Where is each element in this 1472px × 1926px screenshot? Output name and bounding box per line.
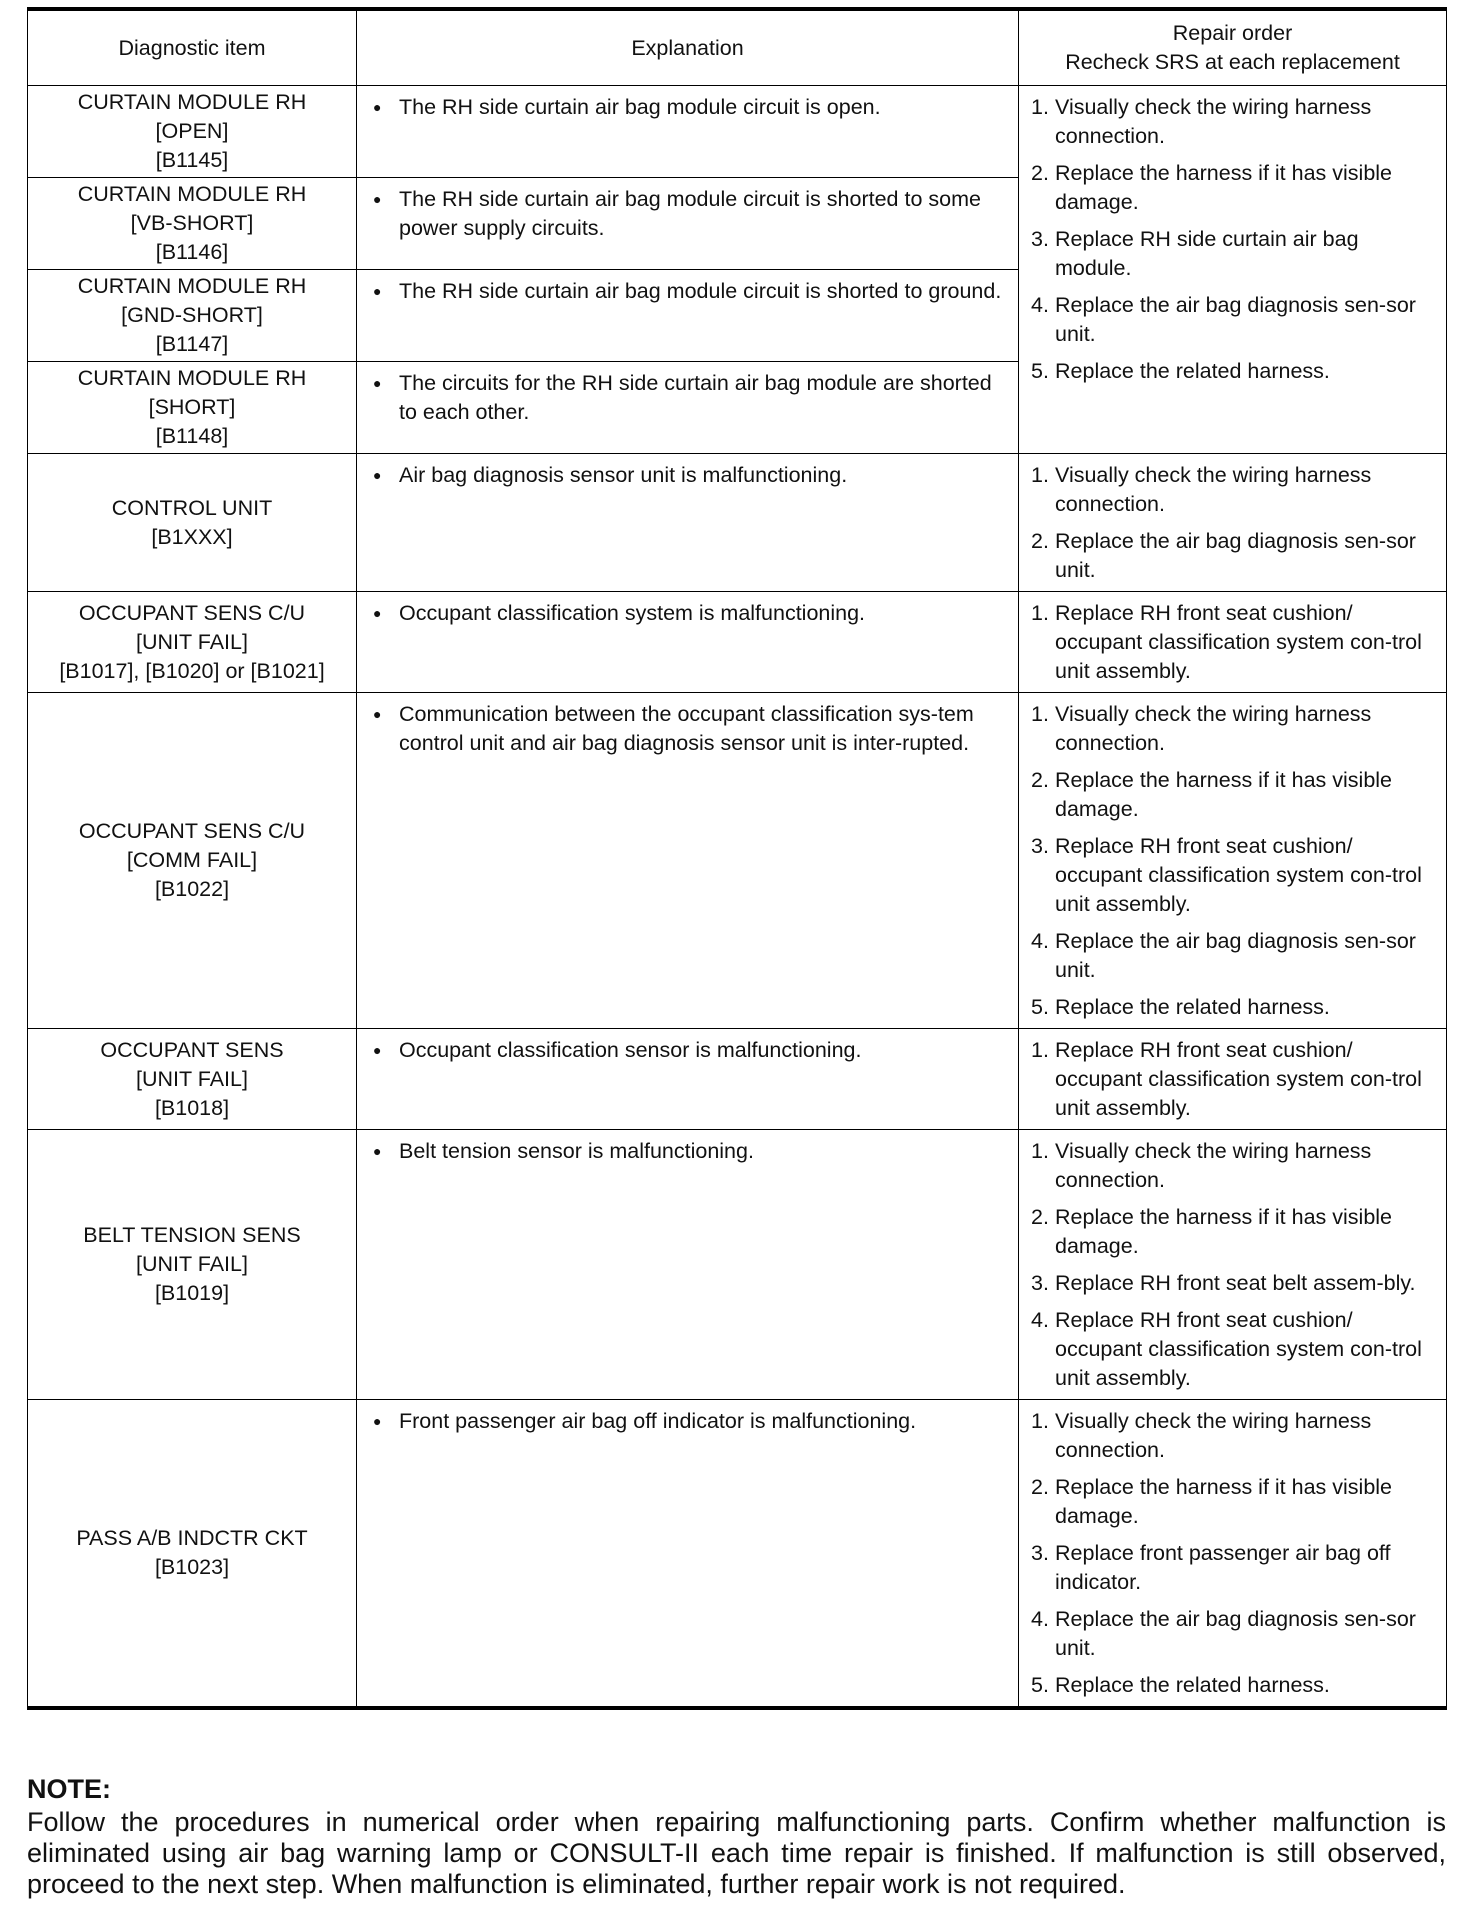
repair-step — [1031, 1671, 1438, 1700]
diagnostic-item-line: OCCUPANT SENS C/U — [78, 600, 306, 625]
table-row — [28, 454, 1447, 592]
repair-step-number: 2. — [1031, 1475, 1049, 1499]
repair-step-text: Replace the related harness. — [1055, 1673, 1330, 1697]
note-section — [27, 1774, 1446, 1900]
note-title: NOTE: — [27, 1774, 111, 1804]
diagnostic-item-line: [SHORT] — [148, 395, 236, 419]
repair-step-number: 2. — [1031, 1205, 1049, 1229]
header-repair-title: Repair order — [1172, 21, 1293, 45]
explanation-bullet — [373, 461, 1006, 490]
bullet-dot-icon: ● — [373, 706, 382, 722]
bullet-dot-icon: ● — [373, 1143, 382, 1159]
diagnostic-item-line: [UNIT FAIL] — [136, 629, 248, 654]
repair-step-text: Replace the harness if it has visible damage. — [1055, 1205, 1393, 1258]
repair-order-cell — [1019, 1400, 1447, 1709]
table-row — [28, 86, 1447, 178]
repair-step-text: Replace RH front seat cushion/ occupant classification system con-trol unit assembly. — [1055, 1038, 1422, 1120]
diagnostic-table — [27, 7, 1447, 1710]
repair-step — [1031, 1306, 1438, 1393]
diagnostic-item-line: [B1145] — [155, 148, 229, 172]
explanation-text: Belt tension sensor is malfunctioning. — [399, 1139, 754, 1163]
explanation-text: Air bag diagnosis sensor unit is malfunctioning. — [399, 463, 848, 487]
explanation-bullet — [373, 1137, 1006, 1166]
diagnostic-item-line: [B1023] — [154, 1555, 230, 1579]
explanation-cell — [357, 454, 1019, 592]
header-diagnostic-item: Diagnostic item — [28, 9, 357, 86]
table-header-row — [28, 9, 1447, 86]
repair-step-number: 5. — [1031, 995, 1049, 1019]
diagnostic-item-line: [B1148] — [155, 424, 229, 448]
diagnostic-item-cell — [28, 1400, 357, 1709]
explanation-text: The circuits for the RH side curtain air bag module are shorted to each other. — [399, 371, 992, 424]
repair-step — [1031, 527, 1438, 585]
explanation-cell — [357, 1400, 1019, 1709]
diagnostic-item-line: [B1022] — [154, 877, 230, 901]
explanation-text: The RH side curtain air bag module circuit is shorted to ground. — [399, 279, 1002, 303]
repair-step — [1031, 1269, 1438, 1298]
explanation-text: Front passenger air bag off indicator is malfunctioning. — [399, 1409, 917, 1433]
diagnostic-item-cell — [28, 1130, 357, 1400]
diagnostic-item-line: [VB-SHORT] — [130, 211, 254, 235]
explanation-bullet — [373, 93, 1006, 122]
explanation-bullet — [373, 277, 1006, 306]
repair-step-number: 2. — [1031, 161, 1049, 185]
repair-step — [1031, 832, 1438, 919]
diagnostic-item-line: [COMM FAIL] — [126, 848, 258, 872]
repair-step-number: 1. — [1031, 1139, 1049, 1163]
explanation-cell — [357, 270, 1019, 362]
explanation-cell — [357, 178, 1019, 270]
diagnostic-item-line: OCCUPANT SENS C/U — [78, 819, 306, 843]
bullet-dot-icon: ● — [373, 191, 382, 207]
repair-step — [1031, 1203, 1438, 1261]
diagnostic-item-line: [B1018] — [154, 1095, 230, 1120]
diagnostic-item-line: CURTAIN MODULE RH — [77, 366, 307, 390]
diagnostic-item-line: [UNIT FAIL] — [136, 1066, 248, 1091]
repair-step-number: 5. — [1031, 1673, 1049, 1697]
repair-step-number: 4. — [1031, 1308, 1049, 1332]
repair-order-cell — [1019, 454, 1447, 592]
diagnostic-item-line: [UNIT FAIL] — [136, 1252, 248, 1276]
explanation-text: Occupant classification system is malfunctioning. — [399, 601, 866, 625]
repair-step-text: Replace the harness if it has visible damage. — [1055, 161, 1393, 214]
repair-step-number: 4. — [1031, 929, 1049, 953]
repair-step-text: Replace RH front seat cushion/ occupant classification system con-trol unit assembly. — [1055, 1308, 1422, 1390]
diagnostic-item-cell — [28, 454, 357, 592]
diagnostic-item-line: [B1017], [B1020] or [B1021] — [59, 658, 325, 683]
document-page — [27, 7, 1446, 1710]
explanation-text: The RH side curtain air bag module circuit is shorted to some power supply circuits. — [399, 187, 981, 240]
table-body — [28, 86, 1447, 1709]
explanation-bullet — [373, 369, 1006, 427]
repair-step-text: Replace the air bag diagnosis sen-sor unit. — [1055, 529, 1416, 582]
header-repair-order — [1019, 9, 1447, 86]
diagnostic-item-line: [B1146] — [155, 240, 229, 264]
table-row — [28, 1130, 1447, 1400]
repair-step-number: 3. — [1031, 1271, 1049, 1295]
repair-step-number: 1. — [1031, 463, 1049, 487]
table-row — [28, 592, 1447, 693]
repair-step-number: 3. — [1031, 227, 1049, 251]
diagnostic-item-cell — [28, 86, 357, 178]
repair-step — [1031, 1137, 1438, 1195]
repair-step-number: 1. — [1031, 702, 1049, 726]
repair-step-number: 2. — [1031, 529, 1049, 553]
repair-order-cell — [1019, 592, 1447, 693]
repair-step-text: Replace the air bag diagnosis sen-sor unit. — [1055, 293, 1416, 346]
table-row — [28, 1029, 1447, 1130]
repair-step-text: Replace RH front seat belt assem-bly. — [1055, 1271, 1416, 1295]
repair-order-cell — [1019, 693, 1447, 1029]
explanation-cell — [357, 1130, 1019, 1400]
repair-step-text: Replace the harness if it has visible damage. — [1055, 1475, 1393, 1528]
note-text: Follow the procedures in numerical order when repairing malfunctioning parts. Confirm whether malfunction is eliminated using air bag warning lamp or CONSULT-II each time repair is finished. If malfunction is still observed, proceed to the next step. When malfunction is eliminated, further repair work is not required. — [27, 1807, 1446, 1899]
table-row — [28, 1400, 1447, 1709]
repair-step-number: 3. — [1031, 834, 1049, 858]
bullet-dot-icon: ● — [373, 283, 382, 299]
repair-step — [1031, 1473, 1438, 1531]
diagnostic-item-line: PASS A/B INDCTR CKT — [76, 1526, 308, 1550]
repair-step — [1031, 927, 1438, 985]
diagnostic-item-line: [B1147] — [155, 332, 229, 356]
repair-step-number: 1. — [1031, 1409, 1049, 1433]
header-explanation: Explanation — [357, 9, 1019, 86]
diagnostic-item-line: [B1XXX] — [151, 524, 233, 549]
bullet-dot-icon: ● — [373, 1413, 382, 1429]
repair-step-text: Replace front passenger air bag off indicator. — [1055, 1541, 1391, 1594]
repair-step — [1031, 700, 1438, 758]
repair-step — [1031, 291, 1438, 349]
diagnostic-item-cell — [28, 362, 357, 454]
repair-step-text: Visually check the wiring harness connection. — [1055, 95, 1372, 148]
repair-step-number: 3. — [1031, 1541, 1049, 1565]
repair-step-text: Replace the harness if it has visible damage. — [1055, 768, 1393, 821]
repair-step-text: Visually check the wiring harness connection. — [1055, 1139, 1372, 1192]
explanation-cell — [357, 693, 1019, 1029]
repair-step-number: 1. — [1031, 601, 1049, 625]
explanation-text: Occupant classification sensor is malfunctioning. — [399, 1038, 862, 1062]
repair-step-number: 5. — [1031, 359, 1049, 383]
bullet-dot-icon: ● — [373, 375, 382, 391]
repair-step-number: 4. — [1031, 293, 1049, 317]
diagnostic-item-cell — [28, 592, 357, 693]
diagnostic-item-line: CONTROL UNIT — [111, 495, 273, 520]
repair-step-text: Replace RH front seat cushion/ occupant classification system con-trol unit assembly. — [1055, 601, 1422, 683]
explanation-bullet — [373, 700, 1006, 758]
diagnostic-item-line: OCCUPANT SENS — [100, 1037, 284, 1062]
repair-step-number: 2. — [1031, 768, 1049, 792]
explanation-cell — [357, 86, 1019, 178]
repair-step — [1031, 599, 1438, 686]
explanation-cell — [357, 1029, 1019, 1130]
bullet-dot-icon: ● — [373, 605, 382, 621]
diagnostic-item-line: CURTAIN MODULE RH — [77, 182, 307, 206]
explanation-bullet — [373, 1036, 1006, 1065]
repair-step — [1031, 357, 1438, 386]
repair-step-text: Replace RH front seat cushion/ occupant classification system con-trol unit assembly. — [1055, 834, 1422, 916]
diagnostic-item-cell — [28, 270, 357, 362]
header-repair-subtitle: Recheck SRS at each replacement — [1065, 50, 1400, 74]
repair-step — [1031, 159, 1438, 217]
explanation-text: Communication between the occupant classification sys-tem control unit and air bag diagnosis sensor unit is inter-rupted. — [399, 702, 974, 755]
repair-step — [1031, 93, 1438, 151]
repair-order-cell — [1019, 86, 1447, 454]
bullet-dot-icon: ● — [373, 1042, 382, 1058]
repair-step-text: Replace the air bag diagnosis sen-sor unit. — [1055, 1607, 1416, 1660]
repair-step-text: Replace the related harness. — [1055, 359, 1330, 383]
diagnostic-item-cell — [28, 1029, 357, 1130]
repair-step — [1031, 1539, 1438, 1597]
explanation-cell — [357, 362, 1019, 454]
repair-step-number: 1. — [1031, 1038, 1049, 1062]
diagnostic-item-line: BELT TENSION SENS — [83, 1223, 301, 1247]
diagnostic-item-cell — [28, 178, 357, 270]
explanation-bullet — [373, 185, 1006, 243]
explanation-cell — [357, 592, 1019, 693]
repair-step-text: Visually check the wiring harness connection. — [1055, 463, 1372, 516]
repair-step — [1031, 1036, 1438, 1123]
repair-step — [1031, 1407, 1438, 1465]
diagnostic-item-line: [OPEN] — [155, 119, 229, 143]
repair-step-text: Replace the air bag diagnosis sen-sor unit. — [1055, 929, 1416, 982]
repair-step-text: Visually check the wiring harness connection. — [1055, 702, 1372, 755]
repair-step-text: Replace RH side curtain air bag module. — [1055, 227, 1359, 280]
bullet-dot-icon: ● — [373, 99, 382, 115]
repair-step — [1031, 225, 1438, 283]
repair-step — [1031, 461, 1438, 519]
bullet-dot-icon: ● — [373, 467, 382, 483]
diagnostic-item-line: CURTAIN MODULE RH — [77, 274, 307, 298]
repair-step — [1031, 993, 1438, 1022]
repair-step-text: Replace the related harness. — [1055, 995, 1330, 1019]
explanation-bullet — [373, 1407, 1006, 1436]
diagnostic-item-cell — [28, 693, 357, 1029]
table-row — [28, 693, 1447, 1029]
explanation-text: The RH side curtain air bag module circuit is open. — [399, 95, 881, 119]
repair-order-cell — [1019, 1130, 1447, 1400]
repair-step-text: Visually check the wiring harness connection. — [1055, 1409, 1372, 1462]
diagnostic-item-line: [B1019] — [154, 1281, 230, 1305]
repair-step-number: 4. — [1031, 1607, 1049, 1631]
repair-step-number: 1. — [1031, 95, 1049, 119]
diagnostic-item-line: [GND-SHORT] — [121, 303, 263, 327]
repair-step — [1031, 766, 1438, 824]
explanation-bullet — [373, 599, 1006, 628]
repair-step — [1031, 1605, 1438, 1663]
repair-order-cell — [1019, 1029, 1447, 1130]
diagnostic-item-line: CURTAIN MODULE RH — [77, 90, 307, 114]
